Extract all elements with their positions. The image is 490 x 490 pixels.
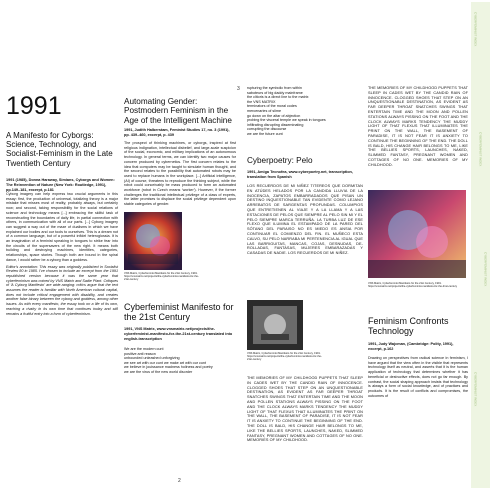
side-index-text: CYBERFEMINIST INDEX bbox=[478, 132, 483, 167]
vns-matrix-artwork-image bbox=[124, 212, 182, 270]
pelo-artwork-image bbox=[247, 300, 303, 350]
entry-title-cyborg-manifesto: A Manifesto for Cyborgs: Science, Technology, and Socialist-Feminism in the Late Twentieth Century bbox=[6, 131, 113, 168]
entry-body-english-continued: THE MEMORIES OF MY CHILDHOOD PUPPETS THAT SLEEP IN CADES WET BY THE CANDID RAIN OF INNOCENCE. CLOGGED SHOES THAT STEP ON AN UNQUESTIONABLE DESTINATION, AS EVIDENT AS FAR DEEPER THROAT SNATCHES SWINGS THAT ENTERTAIN TIME AND THE MOON AND POLLEN STATIONS ALWAYS PISSING ON THE FOOT AND THE CLOCK ALWAYS MARKS TENDENCY THE MUDDY LIGHT OF THAT FLEXUS THAT ILLUMINATES THE PRINT ON THE WALL, THE BASEMENT OF PARADISE, IT IS NOT FEAR IT IS ANXIETY TO CONTINUE THE BEGINNING OF THE END. THE DOLL IS BALD, HIS CHANGE HAIR BELONGS TO ME, LIKE THE BELLIES SPORTS, LAUNCHES, NAKED, SLIMMED FANTASY, PREGNANT WOMEN AND COTTAGES OF NO ONE. MEMORIES OF MY CHILDHOOD. bbox=[368, 86, 468, 167]
page-middle bbox=[120, 0, 238, 490]
entry-citation: 1991, Judith Halberstam, Feminist Studies 17, no. 3 (1991), pp. 439–460, excerpt, p. 439 bbox=[124, 128, 230, 137]
entry-body-english: THE MEMORIES OF MY CHILDHOOD PUPPETS THAT SLEEP IN CADES WET BY THE CANDID RAIN OF INNOCENCE. CLOGGED SHOES THAT STEP ON AN UNQUESTIONABLE DESTINATION, AS EVIDENT AS FAR DEEPER THROAT SNATCHES SWINGS THAT ENTERTAIN TIME AND THE MOON AND POLLEN STATIONS ALWAYS PISSING ON THE FOOT AND THE CLOCK ALWAYS MARKS TENDENCY THE MUDDY LIGHT OF THAT FLEXUS THAT ILLUMINATES THE PRINT ON THE WALL, THE BASEMENT OF PARADISE, IT IS NOT FEAR IT IS ANXIETY TO CONTINUE THE BEGINNING OF THE END. THE DOLL IS BALD, HIS CHANGE HAIR BELONGS TO ME, LIKE THE BELLIES SPORTS, LAUNCHES, NAKED, SLIMMED FANTASY, PREGNANT WOMEN AND COTTAGES OF NO ONE. MEMORIES OF MY CHILDHOOD. bbox=[247, 376, 363, 443]
image-caption: VNS Matrix, Cyberfeminist Manifesto for the 21st Century, 1991. https://vnsmatrix.net/projects/the-cyberfeminist-manifesto-for-the-21st-century bbox=[368, 282, 458, 289]
side-index-text: CYBERFEMINIST INDEX bbox=[473, 12, 478, 47]
side-index-strip bbox=[471, 2, 490, 488]
entry-citation: 1991 (1985), Donna Haraway, Simians, Cyborgs and Women: The Reinvention of Nature (New York: Routledge, 1991), pp.149–181, excerpt, p.181 bbox=[6, 178, 115, 192]
page-right-col1 bbox=[237, 0, 365, 490]
entry-body bbox=[6, 192, 118, 318]
page-number: 2 bbox=[178, 478, 181, 484]
entry-citation: 1991, VNS Matrix, www.vnsmatrix.net/projects/the-cyberfeminist-manifesto-for-the-21st-century translated into english-transcription bbox=[124, 327, 233, 341]
entry-title-cyberfeminist-manifesto: Cyberfeminist Manifesto for the 21st Century bbox=[124, 302, 234, 323]
editor-annotation: Editor's annotation: This essay was originally published in Socialist Review 80 in 1985. I've chosen to include an excerpt from the 1991 republished version because it was the same year that cyberfeminism was coined by VNS Matrix and Sadie Plant. Critiques of 'A Cyborg Manifesto' are wide-ranging: critics argue that the text assumes the reader is familiar with North American cultural capital, does not include critical engagement with disability, and creates another false binary between the cyborg and goddess, among other issues. As with every manifesto, the essay took on a life of its own, reaching a rivalry in its own time that continues today and still remains a fruitful entry into a form of cyberfeminism. bbox=[6, 264, 118, 316]
image-caption: VNS Matrix, Cyberfeminist Manifesto for the 21st Century, 1991. https://vnsmatrix.net/projects/the-cyberfeminist-manifesto-for-the-21st-century bbox=[124, 272, 199, 282]
entry-title-automating-gender: Automating Gender: Postmodern Feminism in the Age of the Intelligent Machine bbox=[124, 97, 232, 125]
manifesto-poem: We are the modern cunt positive anti reason unbounded unleashed unforgiving we see art with our cunt we make art with our cunt we believe in jouissance madness holiness and poetry we are the virus of the new world disorder bbox=[124, 347, 213, 374]
page-number: 3 bbox=[237, 86, 240, 92]
entry-body-spanish: LOS RECUERDOS DE MI NIÑEZ TITEREOS QUE DORMITAN EN ATÚDES HELADOS POR LA CANDIDA LLUVIA DE LA INOCENCIA, ZAPATOS EMBARRADADOS QUE PISAN UN DESTINO INQUESTIONABLE TAN EVIDENTE COMO LEJANO ARREBATOS DE SARGENTAS PROFUNDAS. COLUMPIOS QUE ENTRETIENEN AL VIAJE Y A LA LLAMA Y A LAS ESTACIONES DE PELOS QUE SIEMPRE AL PELO SIN MI Y EL PELO SIEMPRE MARCA TERRUÑA. LA TURBA LUZ DE ESE FLEXO QUE ILUMINA EL ESTAMPADO DE LA PARED DEL SÓTANO DEL PARAISO NO ES MIEDO ES ANSIA POR CONTINUAR EL COMIENZO DEL FIN. EL MUÑECO ESTA CALVO, SU PELO NARRABA MI PERTENENCIA AL IGUAL QUE LAS BARRIGUITAS, MANCAS, COJAS, DESNUDAS, DE-ROLLADAS, FANTASAS, MUJERES EMBARAZADAS Y CASADAS DE NADIE. LOS RECUERDOS DE MI NIÑEZ. bbox=[247, 184, 363, 256]
vns-matrix-artwork-image-2 bbox=[368, 190, 466, 278]
entry-body: The prospect of thinking machines, or cyborgs, inspired at first religious indignation, intellectual disbelief, and large-scale suspicion of the social, economic, and military implications of an autonomous technology. In general terms, we can identify two major causes for concern produced by cybernetics. The first concern relates to the idea that computers may be taught to simulate human thought, and the second relates to the possibility that automated robots may be used to replace humans in the workplace. [...] Artificial intelligence, (AI) of course, threatens to reproduce the thinking subject, while the robot could conceivably be mass produced to form an automated workforce (robot in Czech means 'worker'). However, if the former challenges the traditional intellectual privilege of a class of experts, the latter promises to displace the social privilege dependent upon stable categories of gender. bbox=[124, 141, 236, 207]
entry-title-cyberpoetry-pelo: Cyberpoetry: Pelo bbox=[247, 156, 313, 165]
year-heading: 1991 bbox=[6, 92, 62, 120]
entry-citation: 1991, Judy Wajcman, (Cambridge: Polity, 1991), excerpt, p.162 bbox=[368, 342, 454, 351]
image-caption: VNS Matrix, Cyberfeminist Manifesto for the 21st Century, 1991. https://vnsmatrix.net/projects/the-cyberfeminist-manifesto-for-the-21st-century bbox=[247, 352, 322, 362]
side-index-text: CYBERFEMINIST INDEX bbox=[483, 252, 488, 287]
side-index-text: CYBERFEMINIST INDEX bbox=[473, 372, 478, 407]
paragraph: Cyborg imagery can help express two crucial arguments in this essay: first, the production of universal, totalizing theory is a major mistake that misses most of reality, probably always, but certainly now; and second, taking responsibility for the social relations of science and technology means [...] embracing the skilful task of reconstructing the boundaries of daily life, in partial connection with others, in communication with all of our parts. [...] Cyborg imagery can suggest a way out of the maze of dualisms in which we have explained our bodies and our tools to ourselves. This is a dream not of a common language, but of a powerful infidel heteroglossia. It is an imagination of a feminist speaking in tongues to strike fear into the circuits of the supersavers of the new right. It means both building and destroying machines, identities, categories, relationships, space stories. Though both are bound in the spiral dance, I would rather be a cyborg than a goddess. bbox=[6, 192, 118, 262]
manifesto-poem-continued: rupturing the symbolic from within saboteurs of big daddy mainframe the clitoris is a direct line to the matrix the VNS MATRIX terminators of the moral codes mercenaries of slime go down on the altar of abjection probing the visceral temple we speak in tongues infiltrating disrupting disseminating corrupting the discourse we are the future cunt bbox=[247, 86, 326, 136]
entry-citation: 1991, Amiga Tecnofea, www.cyberpoetry.net, transcription, translation from Spanish bbox=[247, 170, 353, 179]
entry-body: Drawing on perspectives from radical science in feminism, I have argued that the view often in the visible that represents technology itself as neutral, and asserts that it is the human application of technology that determines whether it has beneficial or destructive effects, does not go far enough. By contrast, the social shaping approach insists that technology is always a form of social knowledge, and of practices and products. It is the result of conflicts and compromises, the outcomes of bbox=[368, 356, 468, 398]
page-left bbox=[0, 0, 122, 490]
entry-title-feminism-confronts-technology: Feminism Confronts Technology bbox=[368, 316, 449, 337]
